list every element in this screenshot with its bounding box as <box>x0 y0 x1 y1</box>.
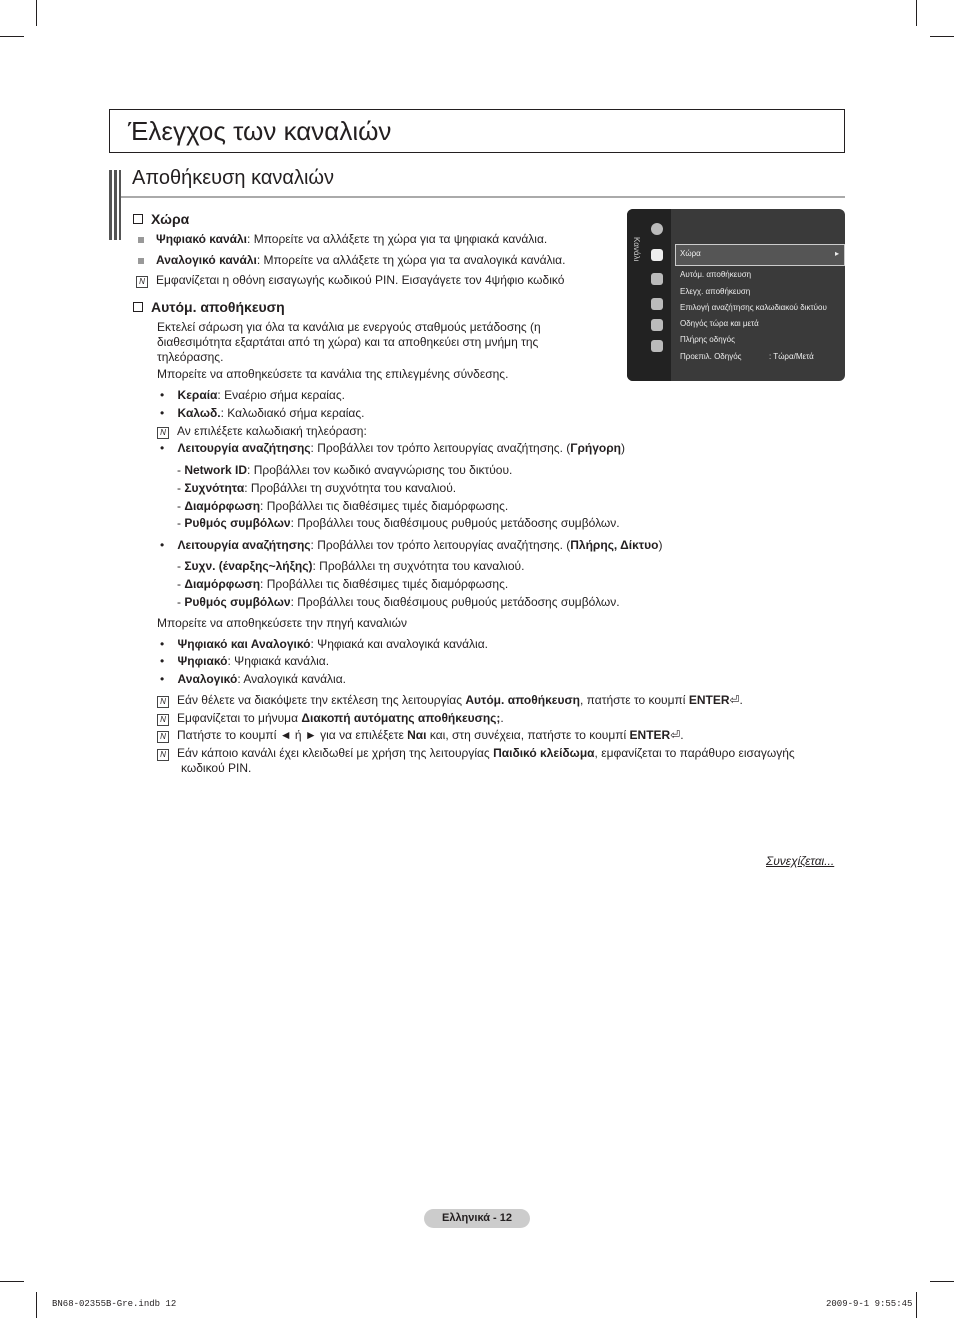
list-item: • Λειτουργία αναζήτησης: Προβάλλει τον τρόπο λειτουργίας αναζήτησης. (Γρήγορη) <box>160 441 625 455</box>
note-icon: N <box>157 714 169 726</box>
menu-item[interactable]: Αυτόμ. αποθήκευση <box>680 270 752 279</box>
list-item: Αναλογικό κανάλι: Μπορείτε να αλλάξετε τη χώρα για τα αναλογικά κανάλια. <box>138 253 565 267</box>
application-icon <box>651 319 663 331</box>
sub-item: - Διαμόρφωση: Προβάλλει τις διαθέσιμες τιμές διαμόρφωσης. <box>177 577 509 591</box>
note-icon: N <box>157 696 169 708</box>
sub-item: - Ρυθμός συμβόλων: Προβάλλει τους διαθέσιμους ρυθμούς μετάδοσης συμβόλων. <box>177 516 620 530</box>
menu-category-label: Κανάλι <box>632 237 641 262</box>
picture-icon <box>651 223 663 235</box>
list-item: • Αναλογικό: Αναλογικά κανάλια. <box>160 672 346 686</box>
page-title: Έλεγχος των καναλιών <box>128 116 392 146</box>
section-title: Αποθήκευση καναλιών <box>132 167 335 189</box>
crop-mark <box>916 0 917 26</box>
menu-item[interactable]: Πλήρης οδηγός <box>680 335 735 344</box>
menu-item[interactable]: Ελεγχ. αποθήκευση <box>680 287 751 296</box>
crop-mark <box>36 1292 37 1318</box>
list-item: • Καλωδ.: Καλωδιακό σήμα κεραίας. <box>160 406 365 420</box>
note-item: N Εμφανίζεται η οθόνη εισαγωγής κωδικού PIN. Εισαγάγετε τον 4ψήφιο κωδικό <box>136 273 564 288</box>
imprint-date: 2009-9-1 9:55:45 <box>826 1299 913 1309</box>
tv-menu-screenshot <box>627 209 845 381</box>
auto-store-heading: Αυτόμ. αποθήκευση <box>133 299 285 315</box>
list-item: • Κεραία: Εναέριο σήμα κεραίας. <box>160 388 345 402</box>
setup-icon <box>651 273 663 285</box>
note-item: N Εμφανίζεται το μήνυμα Διακοπή αυτόματης αποθήκευσης;. <box>157 711 504 726</box>
menu-item-country[interactable]: Χώρα <box>680 249 701 258</box>
note-icon: N <box>157 427 169 439</box>
crop-mark <box>930 1281 954 1282</box>
enter-icon: ⏎. <box>729 693 743 707</box>
note-icon: N <box>157 731 169 743</box>
list-item: • Ψηφιακό και Αναλογικό: Ψηφιακά και αναλογικά κανάλια. <box>160 637 488 651</box>
list-item: • Λειτουργία αναζήτησης: Προβάλλει τον τρόπο λειτουργίας αναζήτησης. (Πλήρης, Δίκτυο) <box>160 538 663 552</box>
country-heading: Χώρα <box>133 211 189 227</box>
channel-icon <box>651 249 663 261</box>
menu-item[interactable]: Προεπιλ. Οδηγός <box>680 352 742 361</box>
square-bullet-icon <box>138 258 144 264</box>
sub-item: - Συχν. (έναρξης~λήξης): Προβάλλει τη συχνότητα του καναλιού. <box>177 559 525 573</box>
page-title-box <box>109 109 845 153</box>
crop-mark <box>36 0 37 26</box>
section-rule <box>121 196 845 198</box>
menu-sidebar <box>627 209 671 381</box>
list-item: Ψηφιακό κανάλι: Μπορείτε να αλλάξετε τη χώρα για τα ψηφιακά κανάλια. <box>138 232 547 246</box>
menu-item[interactable]: Οδηγός τώρα και μετά <box>680 319 759 328</box>
checkbox-icon <box>133 302 143 312</box>
input-icon <box>651 298 663 310</box>
note-icon: N <box>136 276 148 288</box>
section-marker <box>109 170 121 240</box>
checkbox-icon <box>133 214 143 224</box>
crop-mark <box>916 1292 917 1318</box>
imprint-file: BN68-02355B-Gre.indb 12 <box>52 1299 177 1309</box>
arrow-right-icon: ▸ <box>835 249 840 258</box>
enter-icon: ⏎. <box>670 728 684 742</box>
auto-store-description: Εκτελεί σάρωση για όλα τα κανάλια με ενεργούς σταθμούς μετάδοσης (η διαθεσιμότητα εξαρτάται από τη χώρα) και τα αποθηκεύει στη μνήμη της τηλεόρασης. Μπορείτε να αποθηκεύσετε τα κανάλια της επιλεγμένης σύνδεσης. <box>157 320 541 381</box>
note-icon: N <box>157 749 169 761</box>
page-number: Ελληνικά - 12 <box>424 1209 530 1228</box>
continued-label: Συνεχίζεται... <box>766 854 835 868</box>
sub-item: - Ρυθμός συμβόλων: Προβάλλει τους διαθέσιμους ρυθμούς μετάδοσης συμβόλων. <box>177 595 620 609</box>
sub-item: - Συχνότητα: Προβάλλει τη συχνότητα του καναλιού. <box>177 481 457 495</box>
crop-mark <box>0 1281 24 1282</box>
note-item: N Αν επιλέξετε καλωδιακή τηλεόραση: <box>157 424 367 439</box>
crop-mark <box>0 36 24 37</box>
list-item: • Ψηφιακό: Ψηφιακά κανάλια. <box>160 654 330 668</box>
note-item: N Πατήστε το κουμπί ◄ ή ► για να επιλέξετε Ναι και, στη συνέχεια, πατήστε το κουμπί ENTER⏎. <box>157 728 684 743</box>
sub-item: - Network ID: Προβάλλει τον κωδικό αναγνώρισης του δικτύου. <box>177 463 513 477</box>
menu-item-value: : Τώρα/Μετά <box>769 352 814 361</box>
note-item: N Εάν θέλετε να διακόψετε την εκτέλεση της λειτουργίας Αυτόμ. αποθήκευση, πατήστε το κουμπί ENTER⏎. <box>157 693 743 708</box>
crop-mark <box>930 36 954 37</box>
note-item: N Εάν κάποιο κανάλι έχει κλειδωθεί με χρήση της λειτουργίας Παιδικό κλείδωμα, εμφανίζεται το παράθυρο εισαγωγής κωδικού PIN. <box>157 746 795 776</box>
paragraph: Μπορείτε να αποθηκεύσετε την πηγή καναλιών <box>157 616 407 630</box>
square-bullet-icon <box>138 237 144 243</box>
sub-item: - Διαμόρφωση: Προβάλλει τις διαθέσιμες τιμές διαμόρφωσης. <box>177 499 509 513</box>
menu-item[interactable]: Επιλογή αναζήτησης καλωδιακού δικτύου <box>680 303 827 312</box>
support-icon <box>651 340 663 352</box>
